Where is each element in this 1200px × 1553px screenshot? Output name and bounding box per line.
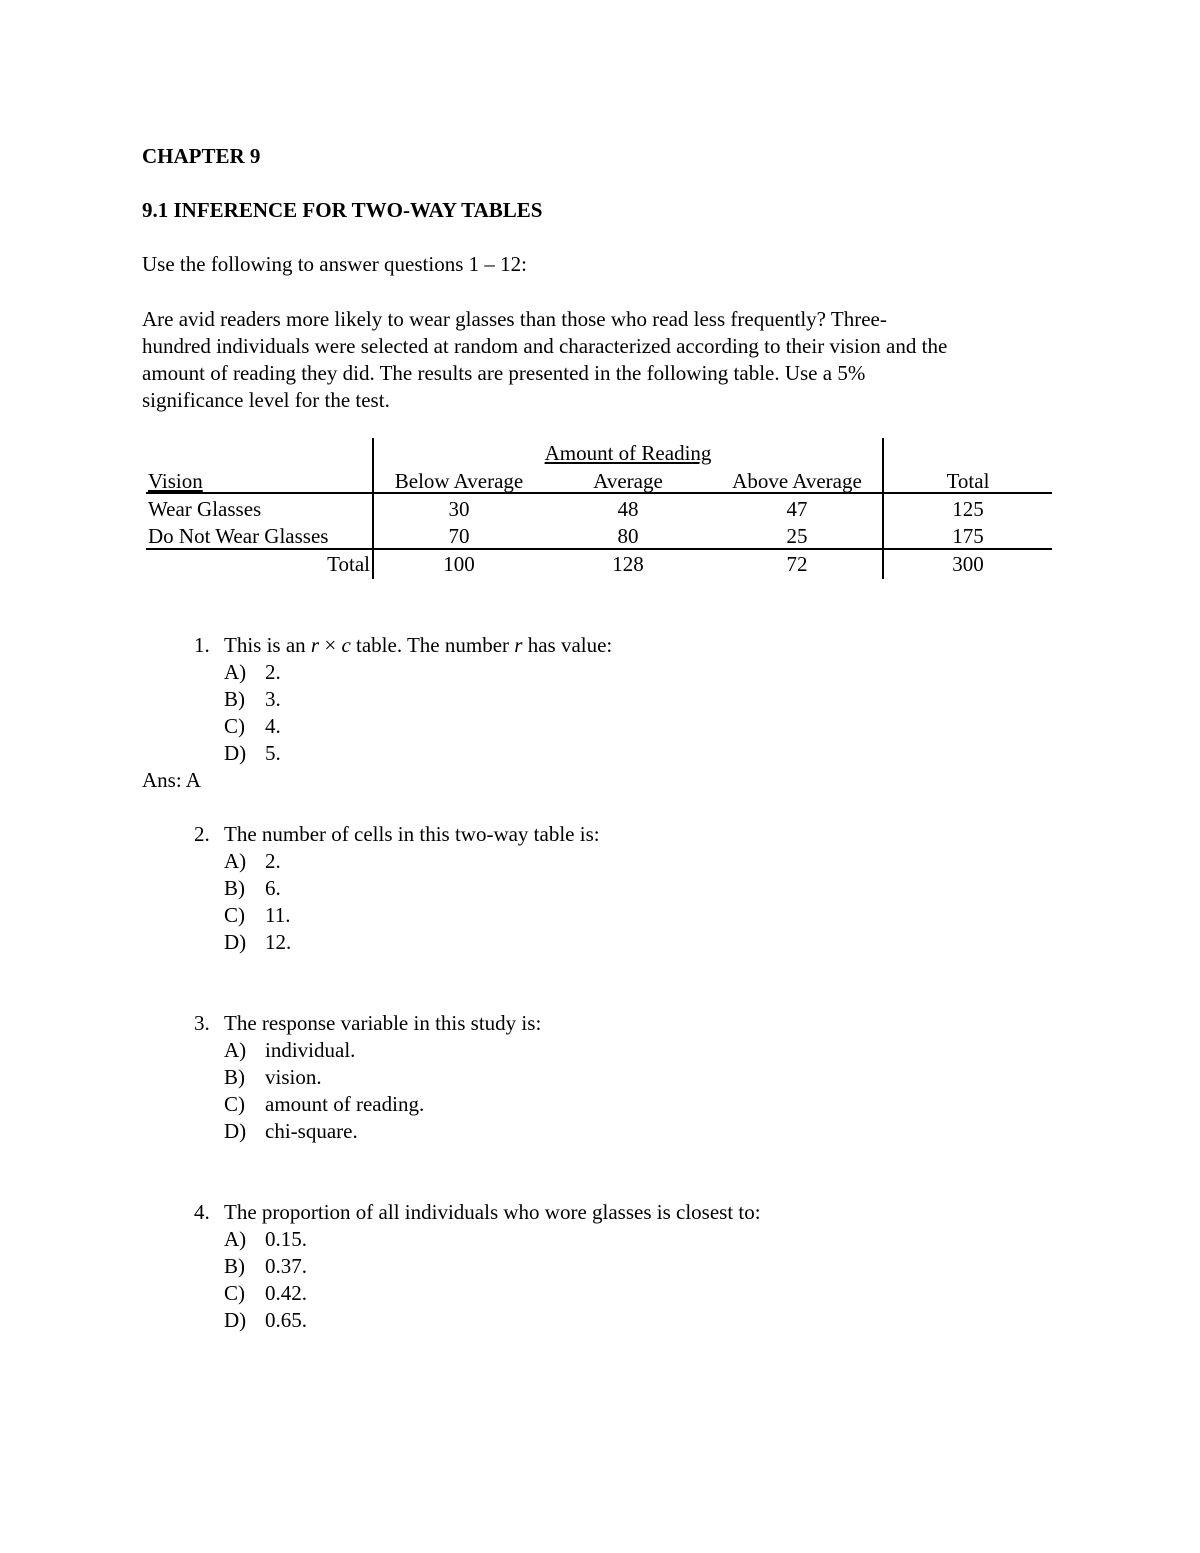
stem-variable: r — [310, 633, 320, 657]
option-text: 0.37. — [265, 1254, 307, 1278]
option-letter: B) — [224, 687, 245, 711]
chapter-title: CHAPTER 9 — [142, 144, 261, 168]
question-stem — [224, 632, 612, 659]
intro-text: Use the following to answer questions 1 – 12: — [142, 252, 527, 276]
paragraph-line: significance level for the test. — [142, 388, 390, 412]
option-text: 2. — [265, 849, 281, 873]
option-text: 0.65. — [265, 1308, 307, 1332]
table-cell: 100 — [443, 552, 475, 576]
column-header: Average — [593, 469, 663, 493]
option-letter: A) — [224, 1038, 247, 1062]
option-text: vision. — [265, 1065, 322, 1089]
option-letter: C) — [224, 903, 245, 927]
option-letter: B) — [224, 1254, 245, 1278]
option-text: 5. — [265, 741, 281, 765]
option-letter: B) — [224, 876, 245, 900]
table-cell: 47 — [786, 497, 808, 521]
option-letter: C) — [224, 714, 245, 738]
stem-operator: × — [319, 633, 342, 657]
table-cell: 48 — [617, 497, 639, 521]
option-text: 0.42. — [265, 1281, 307, 1305]
question-stem: The number of cells in this two-way table is: — [224, 822, 600, 846]
two-way-table — [146, 438, 1052, 580]
option-letter: D) — [224, 1308, 247, 1332]
option-letter: C) — [224, 1092, 245, 1116]
option-text: 0.15. — [265, 1227, 307, 1251]
table-cell: 125 — [952, 497, 984, 521]
option-letter: C) — [224, 1281, 245, 1305]
question-stem: The response variable in this study is: — [224, 1011, 542, 1035]
table-cell: 70 — [448, 524, 470, 548]
group-header: Amount of Reading — [544, 441, 712, 465]
option-letter: B) — [224, 1065, 245, 1089]
question-number: 1. — [194, 633, 210, 657]
stem-text: This is an — [224, 633, 311, 657]
paragraph-line: amount of reading they did. The results are presented in the following table. Use a 5% — [142, 361, 866, 385]
table-cell: 128 — [612, 552, 644, 576]
table-cell: 175 — [952, 524, 984, 548]
option-letter: D) — [224, 1119, 247, 1143]
option-letter: D) — [224, 741, 247, 765]
option-text: amount of reading. — [265, 1092, 425, 1116]
table-cell: 80 — [617, 524, 639, 548]
option-text: 6. — [265, 876, 281, 900]
row-label: Wear Glasses — [148, 497, 262, 521]
option-letter: A) — [224, 849, 247, 873]
question-number: 4. — [194, 1200, 210, 1224]
stem-text: table. The number — [350, 633, 515, 657]
section-title: 9.1 INFERENCE FOR TWO-WAY TABLES — [142, 198, 543, 222]
option-text: 12. — [265, 930, 292, 954]
option-text: individual. — [265, 1038, 356, 1062]
option-text: 3. — [265, 687, 281, 711]
option-letter: A) — [224, 660, 247, 684]
question-stem: The proportion of all individuals who wore glasses is closest to: — [224, 1200, 761, 1224]
column-header: Below Average — [394, 469, 524, 493]
stem-variable: r — [514, 633, 523, 657]
row-label: Do Not Wear Glasses — [148, 524, 329, 548]
option-text: 11. — [265, 903, 291, 927]
stem-text: has value: — [522, 633, 613, 657]
table-cell: 300 — [952, 552, 984, 576]
option-letter: A) — [224, 1227, 247, 1251]
option-text: 2. — [265, 660, 281, 684]
row-label-total: Total — [327, 552, 370, 576]
question-number: 2. — [194, 822, 210, 846]
table-cell: 25 — [786, 524, 808, 548]
column-header: Above Average — [732, 469, 862, 493]
paragraph-line: Are avid readers more likely to wear glasses than those who read less frequently? Three- — [142, 307, 887, 331]
problem-paragraph — [142, 306, 947, 414]
stem-variable: c — [341, 633, 351, 657]
table-cell: 72 — [786, 552, 808, 576]
paragraph-line: hundred individuals were selected at random and characterized according to their vision and the — [142, 334, 948, 358]
option-text: chi-square. — [265, 1119, 358, 1143]
table-cell: 30 — [448, 497, 470, 521]
row-header: Vision — [148, 469, 203, 493]
option-letter: D) — [224, 930, 247, 954]
answer-key: Ans: A — [142, 768, 201, 792]
question-number: 3. — [194, 1011, 210, 1035]
column-header: Total — [946, 469, 990, 493]
option-text: 4. — [265, 714, 281, 738]
